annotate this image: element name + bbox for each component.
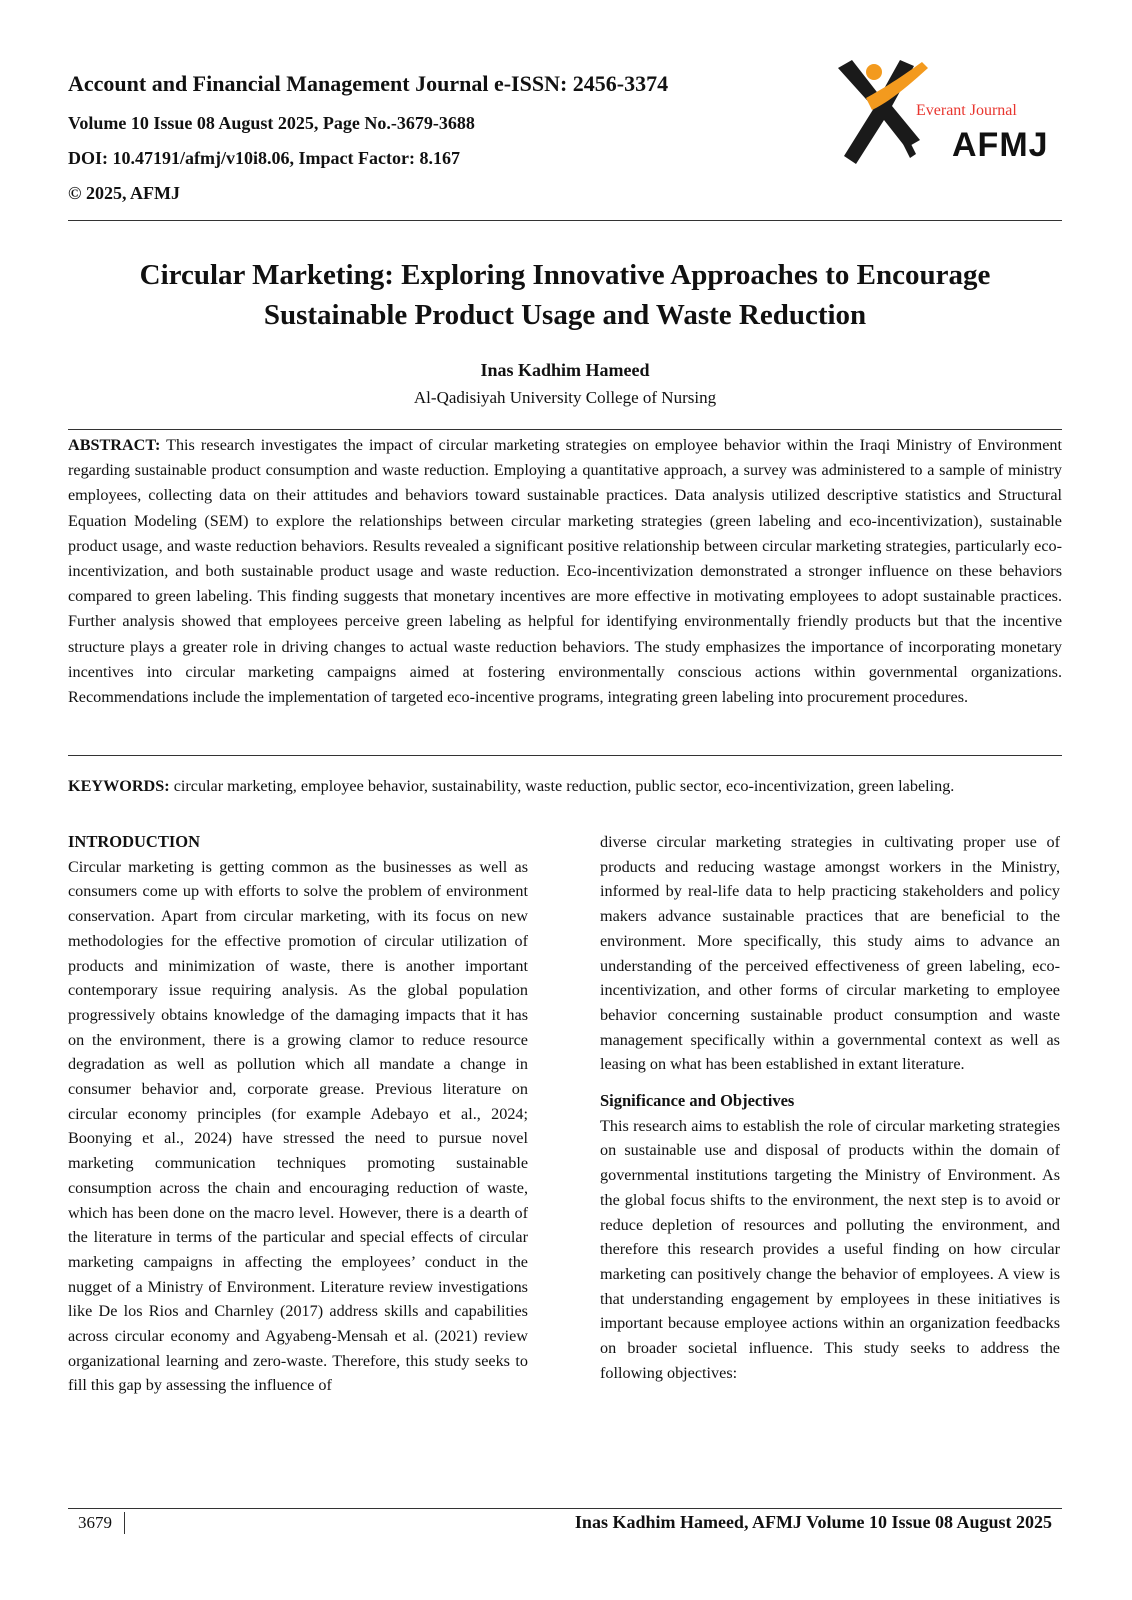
significance-paragraph: This research aims to establish the role of circular marketing strategies on sustainable use and disposal of products within the domain of governmental institutions targeting the Ministry of Environment. As the global focus shifts to the environment, the next step is to avoid or reduce depletion of resources and polluting the environment, and therefore this research provides a useful finding on how circular marketing can positively change the behavior of employees. A view is that understanding engagement by employees in these initiatives is important because employee actions within an organization feedbacks on broader societal influence. This study seeks to address the following objectives: — [600, 1116, 1060, 1382]
keywords-label: KEYWORDS: — [68, 777, 170, 795]
keywords-text: circular marketing, employee behavior, sustainability, waste reduction, public sector, eco-incentivization, green labeling. — [173, 777, 955, 795]
keywords — [68, 774, 1062, 799]
logo-publisher-text: Everant Journal — [916, 102, 1017, 119]
abstract-bottom-rule — [68, 755, 1062, 756]
volume-line: Volume 10 Issue 08 August 2025, Page No.-3679-3688 — [68, 113, 475, 133]
journal-header — [68, 68, 668, 213]
significance-heading: Significance and Objectives — [600, 1091, 795, 1111]
afmj-logo — [834, 58, 1064, 178]
author-affiliation: Al-Qadisiyah University College of Nursing — [413, 388, 717, 407]
copyright-line: © 2025, AFMJ — [68, 183, 180, 203]
abstract — [68, 433, 1062, 710]
author-name: Inas Kadhim Hameed — [480, 360, 650, 380]
introduction-continued: diverse circular marketing strategies in cultivating proper use of products and reducing wastage amongst workers in the Ministry, informed by real-life data to help practicing stakeholders and policy makers advance sustainable practices that are beneficial to the environment. More specifically, this study aims to advance an understanding of the perceived effectiveness of green labeling, eco-incentivization, and other forms of circular marketing to employee behavior concerning sustainable product consumption and waste management specifically within a governmental context as well as leasing on what has been established in extant literature. — [600, 833, 1060, 1074]
abstract-top-rule — [68, 429, 1062, 430]
introduction-paragraph: Circular marketing is getting common as the businesses as well as consumers come up with efforts to solve the problem of environment conservation. Apart from circular marketing, with its focus on new methodologies for the effective promotion of circular utilization of products and minimization of waste, there is another important contemporary issue requiring analysis. As the global population progressively obtains knowledge of the damaging impacts that it has on the environment, there is a growing clamor to reduce resource degradation as well as pollution which all mandate a change in consumer behavior and, corporate grease. Previous literature on circular economy principles (for example Adebayo et al., 2024; Boonying et al., 2024) have stressed the need to pursue novel marketing communication techniques promoting sustainable consumption across the chain and encouraging reduction of waste, which has been done on the macro level. However, there is a dearth of the literature in terms of the particular and special effects of circular marketing campaigns in affecting the employees’ conduct in the nugget of a Ministry of Environment. Literature review investigations like De los Rios and Charnley (2017) address skills and capabilities across circular economy and Agyabeng-Mensah et al. (2021) review organizational learning and zero-waste. Therefore, this study seeks to fill this gap by assessing the influence of — [68, 857, 528, 1395]
doi-line: DOI: 10.47191/afmj/v10i8.06, Impact Factor: 8.167 — [68, 148, 460, 168]
paper-title: Circular Marketing: Exploring Innovative Approaches to Encourage Sustainable Product Usage and Waste Reduction — [139, 259, 991, 331]
abstract-label: ABSTRACT: — [68, 436, 161, 454]
right-column — [600, 830, 1060, 1385]
introduction-heading: INTRODUCTION — [68, 832, 201, 851]
running-footer: Inas Kadhim Hameed, AFMJ Volume 10 Issue 08 August 2025 — [574, 1512, 1052, 1532]
logo-abbreviation: AFMJ — [952, 126, 1049, 164]
page-number: 3679 — [78, 1512, 125, 1534]
journal-name-line: Account and Financial Management Journal e-ISSN: 2456-3374 — [68, 71, 669, 96]
abstract-text: This research investigates the impact of circular marketing strategies on employee behavior within the Iraqi Ministry of Environment regarding sustainable product consumption and waste reduction. Employing a quantitative approach, a survey was administered to a sample of ministry employees, collecting data on their attitudes and behaviors toward sustainable practices. Data analysis utilized descriptive statistics and Structural Equation Modeling (SEM) to explore the relationships between circular marketing strategies (green labeling and eco-incentivization), sustainable product usage, and waste reduction behaviors. Results revealed a significant positive relationship between circular marketing strategies, particularly eco-incentivization, and both sustainable product usage and waste reduction. Eco-incentivization demonstrated a stronger influence on these behaviors compared to green labeling. This finding suggests that monetary incentives are more effective in motivating employees to adopt sustainable practices. Further analysis showed that employees perceive green labeling as helpful for identifying environmentally friendly products but that the incentive structure plays a greater role in driving changes to actual waste reduction behaviors. The study emphasizes the importance of incorporating monetary incentives into circular marketing campaigns aimed at fostering environmentally conscious actions within governmental organizations. Recommendations include the implementation of targeted eco-incentive programs, integrating green labeling into procurement procedures. — [68, 436, 1062, 707]
footer-rule — [68, 1508, 1062, 1509]
left-column — [68, 830, 528, 1398]
header-divider — [68, 220, 1062, 221]
